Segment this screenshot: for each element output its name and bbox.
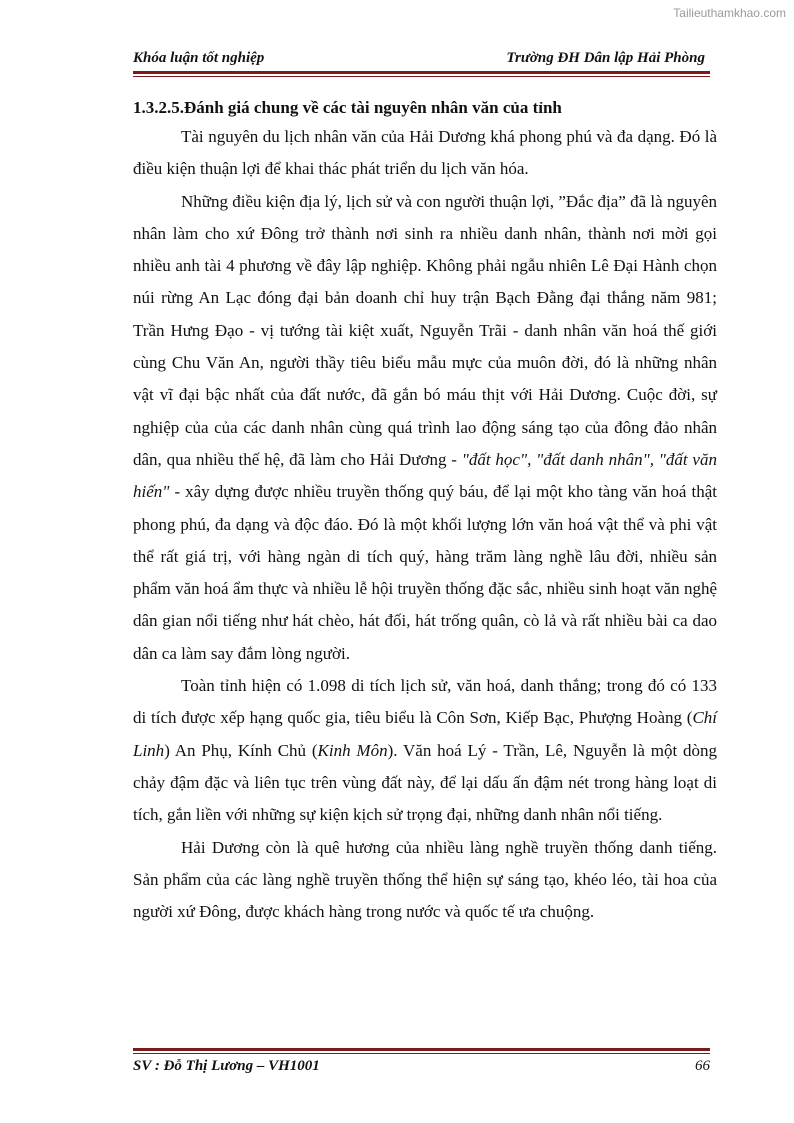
p3-text-a: Toàn tỉnh hiện có 1.098 di tích lịch sử, văn hoá, danh thắng; trong đó có 133 di tích được xếp hạng quốc gia, tiêu biểu là Côn Sơn, Kiếp Bạc, Phượng Hoàng ( [133, 676, 717, 728]
header-rule [133, 71, 710, 74]
footer-rule [133, 1048, 710, 1051]
page-header [133, 50, 705, 67]
paragraph-1: Tài nguyên du lịch nhân văn của Hải Dương khá phong phú và đa dạng. Đó là điều kiện thuận lợi để khai thác phát triển du lịch văn hóa. [133, 127, 717, 179]
p3-text-e: ). Văn hoá Lý - Trần, Lê, Nguyễn là một dòng chảy đậm đặc và liên tục trên vùng đất này, để lại dấu ấn đậm nét trong hàng loạt di tích, gắn liền với những sự kiện kịch sử trọng đại, những danh nhân nổi tiếng. [133, 740, 717, 825]
footer-rule-thin [133, 1053, 710, 1054]
p3-italic-chi-linh: Chí Linh [133, 708, 717, 760]
section-heading: 1.3.2.5.Đánh giá chung về các tài nguyên nhân văn của tỉnh [133, 98, 562, 117]
footer-author: SV : Đỗ Thị Lương – VH1001 [133, 1058, 320, 1074]
p2-text-c: - xây dựng được nhiều truyền thống quý báu, để lại một kho tàng văn hoá thật phong phú, đa dạng và độc đáo. Đó là một khối lượng lớn văn hoá vật thể và phi vật thể rất giá trị, với hàng ngàn di tích quý, hàng trăm làng nghề lâu đời, nhiều sản phẩm văn hoá ẩm thực và nhiều lễ hội truyền thống đặc sắc, nhiều sinh hoạt văn nghệ dân gian nổi tiếng như hát chèo, hát đối, hát trống quân, cò lả và rất nhiều bài ca dao dân ca làm say đắm lòng người. [133, 482, 717, 663]
p3-italic-kinh-mon: Kinh Môn [317, 740, 388, 760]
header-rule-thin [133, 76, 710, 77]
header-left: Khóa luận tốt nghiệp [133, 50, 265, 66]
header-right: Trường ĐH Dân lập Hải Phòng [506, 50, 705, 66]
paragraph-4: Hải Dương còn là quê hương của nhiều làng nghề truyền thống danh tiếng. Sản phẩm của các làng nghề truyền thống thể hiện sự sáng tạo, khéo léo, tài hoa của người xứ Đông, được khách hàng trong nước và quốc tế ưa chuộng. [133, 837, 717, 922]
p2-italic: "đất học", "đất danh nhân", "đất văn hiến" [133, 449, 717, 502]
paragraph-2 [133, 186, 717, 670]
page-footer [133, 1058, 710, 1075]
paragraph-3 [133, 670, 717, 831]
p3-text-c: ) An Phụ, Kính Chủ ( [164, 740, 318, 760]
p2-text-a: Những điều kiện địa lý, lịch sử và con người thuận lợi, ”Đắc địa” đã là nguyên nhân làm cho xứ Đông trở thành nơi sinh ra nhiều danh nhân, thành nơi mời gọi nhiều anh tài 4 phương về đây lập nghiệp. Không phải ngẫu nhiên Lê Đại Hành chọn núi rừng An Lạc đóng đại bản doanh chỉ huy trận Bạch Đằng đại thắng năm 981; Trần Hưng Đạo - vị tướng tài kiệt xuất, Nguyễn Trãi - danh nhân văn hoá thế giới cùng Chu Văn An, người thầy tiêu biểu mẫu mực của muôn đời, đó là những nhân vật vĩ đại bậc nhất của đất nước, đã gắn bó máu thịt với Hải Dương. Cuộc đời, sự nghiệp của của các danh nhân cùng quá trình lao động sáng tạo của đông đảo nhân dân, qua nhiều thế hệ, đã làm cho Hải Dương - [133, 191, 717, 469]
page-body [133, 95, 717, 928]
watermark: Tailieuthamkhao.com [673, 6, 786, 20]
page-number: 66 [695, 1058, 710, 1074]
